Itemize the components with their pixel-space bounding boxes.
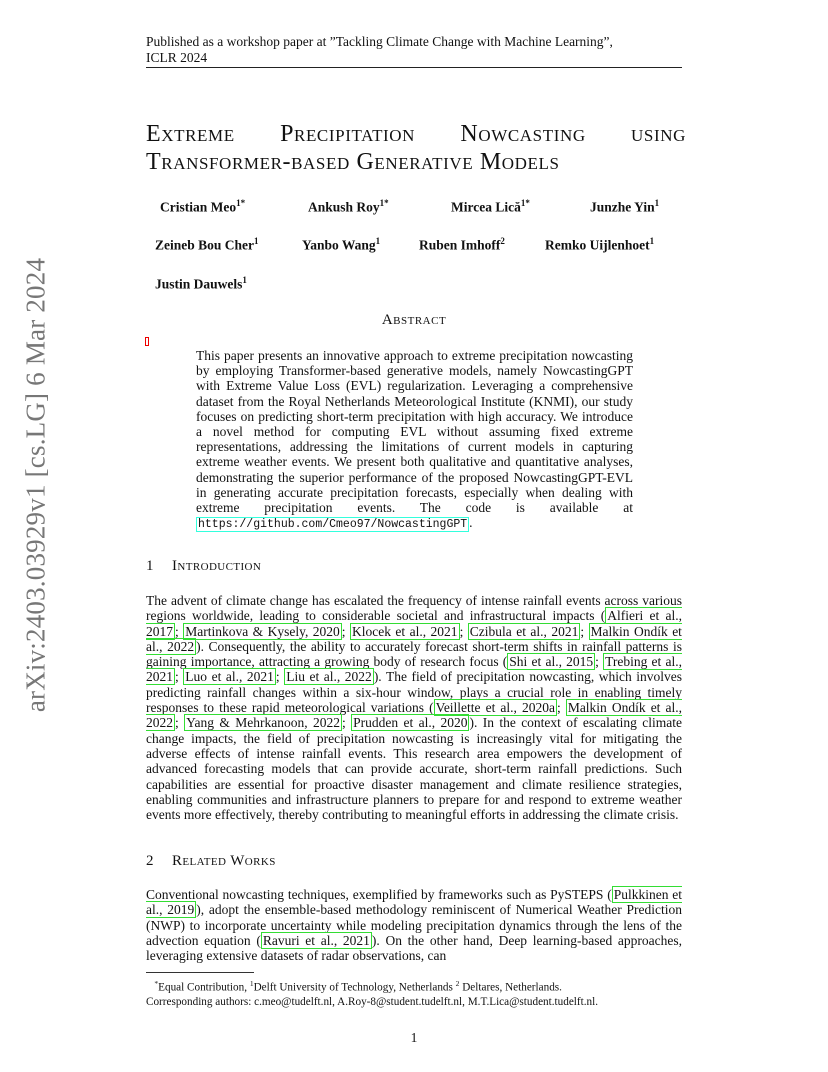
title-line-2: Transformer-based Generative Models bbox=[146, 149, 560, 175]
citation-link[interactable]: Prudden et al., 2020 bbox=[353, 715, 468, 731]
footnote-line-2: Corresponding authors: c.meo@tudelft.nl, A.Roy-8@student.tudelft.nl, M.T.Lica@student.tudelft.nl. bbox=[146, 995, 599, 1008]
author: Cristian Meo$^{1*}$ bbox=[160, 198, 246, 215]
author: Remko Uijlenhoet$^1$ bbox=[545, 236, 655, 253]
header-rule bbox=[146, 67, 682, 68]
author: Yanbo Wang$^1$ bbox=[302, 236, 381, 253]
title-word: using bbox=[631, 121, 686, 147]
section-heading-introduction: 1 Introduction bbox=[146, 558, 262, 574]
header-line-1: Published as a workshop paper at ”Tackling Climate Change with Machine Learning”, bbox=[146, 34, 613, 49]
citation-link[interactable]: Martinkova & Kysely, 2020 bbox=[185, 623, 340, 639]
introduction-paragraph: The advent of climate change has escalated the frequency of intense rainfall events across various regions worldwide, leading to considerable societal and infrastructural impacts ( Alfieri et al., 2017 ; Martinkova & Kysely, 2020 ; Klocek et al., 2021 ; Czibula et al., 2021 ; Malkin Ondík et al., 2022 ). Consequently, the ability to accurately forecast short-term shifts in rainfall patterns is gaining importance, attracting a growing body of research focus ( Shi et al., 2015 ; Trebing et al., 2021 ; Luo et al., 2021 ; Liu et al., 2022 ). The field of precipitation nowcasting, which involves predicting rainfall changes within a six-hour window, plays a crucial role in enabling timely responses to these rapid meteorological variations ( Veillette et al., 2020a ; Malkin Ondík et al., 2022 ; Yang & Mehrkanoon, 2022 ; Prudden et al., 2020 ). In the context of escalating climate change impacts, the field of precipitation nowcasting is increasingly vital for mitigating the adverse effects of intense rainfall events. This research area empowers the development of advanced forecasting models that can provide accurate, short-term rainfall predictions. Such capabilities are essential for proactive disaster management and climate resilience strategies, enabling communities and infrastructure planners to prepare for and respond to extreme weather events more effectively, thereby contributing to meaningful efforts in addressing the climate crisis. bbox=[146, 593, 683, 823]
citation-link[interactable]: Shi et al., 2015 bbox=[509, 654, 594, 670]
abstract-text: This paper presents an innovative approach to extreme precipitation nowcasting by employing Transformer-based generative models, namely NowcastingGPT with Extreme Value Loss (EVL) regularization. Leveraging a comprehensive dataset from the Royal Netherlands Meteorological Institute (KNMI), our study focuses on predicting short-term precipitation with high accuracy. We introduce a novel method for computing EVL without assuming fixed extreme representations, addressing the limitations of current models in capturing extreme weather events. We present both qualitative and quantitative analyses, demonstrating the superior performance of the proposed NowcastingGPT-EVL in generating accurate precipitation forecasts, especially when dealing with extreme precipitation events. The code is available at https://github.com/Cmeo97/NowcastingGPT . bbox=[196, 348, 633, 532]
citation-link[interactable]: Alfieri et al., 2017 bbox=[146, 608, 682, 639]
title-line-1 bbox=[146, 120, 686, 148]
paper-title bbox=[146, 120, 686, 176]
author: Ruben Imhoff$^2$ bbox=[419, 236, 505, 253]
citation-link[interactable]: Malkin Ondík et al., 2022 bbox=[146, 623, 682, 654]
abstract-heading: Abstract bbox=[381, 312, 447, 328]
arxiv-side-identifier bbox=[18, 257, 54, 713]
page-number: 1 bbox=[410, 1030, 418, 1045]
author: Junzhe Yin$^1$ bbox=[590, 198, 660, 215]
footnote bbox=[146, 977, 691, 1009]
citation-link[interactable]: Pulkkinen et al., 2019 bbox=[146, 887, 682, 918]
footnote-line-1: *Equal Contribution, $^1$Delft University of Technology, Netherlands $^2$ Deltares, Netherlands. bbox=[154, 979, 562, 994]
arxiv-id-text: arXiv:2403.03929v1 [cs.LG] 6 Mar 2024 bbox=[20, 257, 51, 713]
citation-link[interactable]: Liu et al., 2022 bbox=[286, 669, 372, 685]
citation-link[interactable]: Klocek et al., 2021 bbox=[351, 623, 458, 639]
running-header bbox=[146, 34, 682, 66]
citation-link[interactable]: Yang & Mehrkanoon, 2022 bbox=[186, 715, 340, 731]
annotation-marker bbox=[145, 337, 149, 346]
citation-link[interactable]: Trebing et al., 2021 bbox=[146, 654, 682, 685]
citation-link[interactable]: Ravuri et al., 2021 bbox=[262, 932, 370, 948]
citation-link[interactable]: Czibula et al., 2021 bbox=[469, 623, 579, 639]
section-heading-related-works: 2 Related Works bbox=[146, 853, 276, 869]
author: Justin Dauwels$^1$ bbox=[155, 275, 247, 292]
title-word: Nowcasting bbox=[460, 121, 586, 147]
author: Zeineb Bou Cher$^1$ bbox=[155, 236, 259, 253]
title-word: Extreme bbox=[146, 121, 235, 147]
footnote-rule bbox=[146, 972, 254, 973]
author: Mircea Lică$^{1*}$ bbox=[451, 198, 530, 215]
author: Ankush Roy$^{1*}$ bbox=[308, 198, 389, 215]
code-repository-link[interactable]: https://github.com/Cmeo97/NowcastingGPT bbox=[198, 518, 468, 532]
related-works-paragraph: Conventional nowcasting techniques, exemplified by frameworks such as PySTEPS ( Pulkkinen et al., 2019 ), adopt the ensemble-based methodology reminiscent of Numerical Weather Prediction (NWP) to incorporate uncertainty while modeling precipitation dynamics through the lens of the advection equation ( Ravuri et al., 2021 ). On the other hand, Deep learning-based approaches, leveraging extensive datasets of radar observations, can bbox=[146, 887, 683, 964]
citation-link[interactable]: Veillette et al., 2020a bbox=[435, 700, 555, 716]
title-word: Precipitation bbox=[280, 121, 416, 147]
header-line-2: ICLR 2024 bbox=[146, 50, 208, 65]
citation-link[interactable]: Malkin Ondík et al., 2022 bbox=[146, 700, 682, 731]
citation-link[interactable]: Luo et al., 2021 bbox=[185, 669, 274, 685]
